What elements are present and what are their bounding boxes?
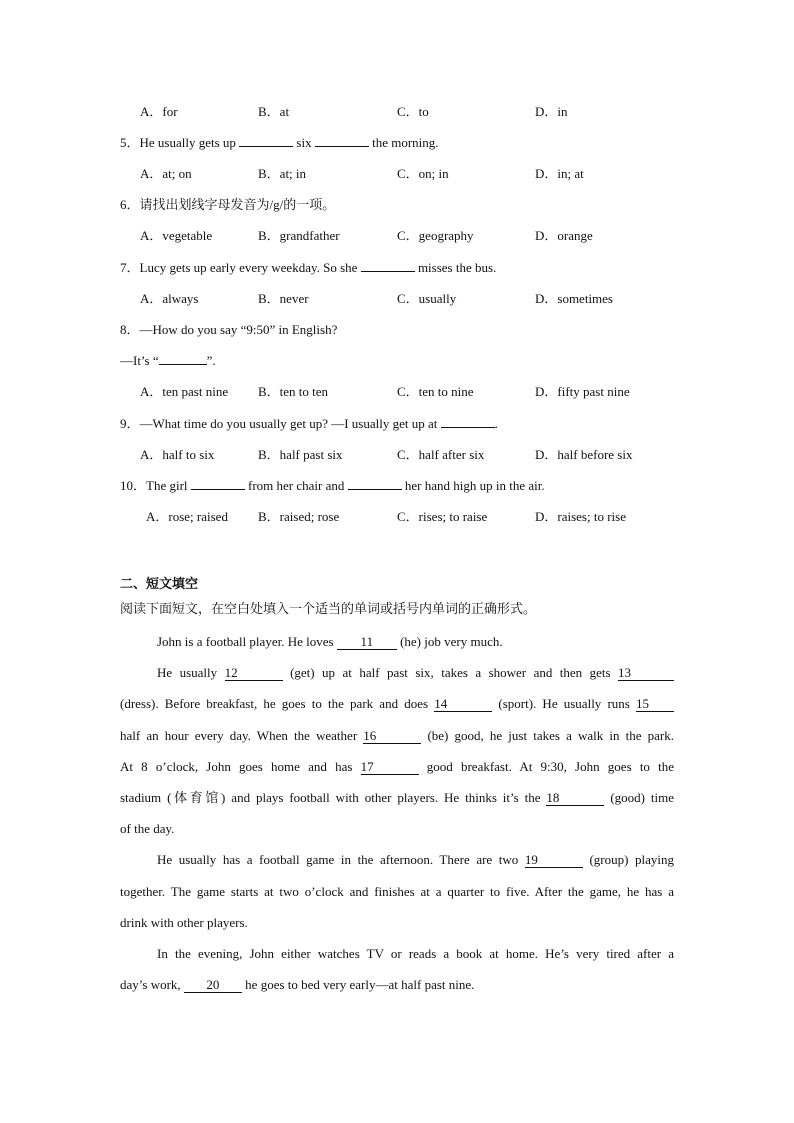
passage-text: (he) job very much. xyxy=(400,634,503,649)
passage-text: half an hour every day. When the weather xyxy=(120,728,358,743)
question-5 xyxy=(120,133,439,153)
passage-p4-line-1: In the evening, John either watches TV or reads a book at home. He’s very tired after a xyxy=(157,946,674,961)
q8-text-1: 8．—How do you say “9:50” in English? xyxy=(120,322,338,337)
passage-text: (sport). He usually runs xyxy=(498,696,630,711)
q6-text: 6．请找出划线字母发音为/g/的一项。 xyxy=(120,197,336,212)
q10-option-b: B．raised; rose xyxy=(258,509,340,524)
q4-option-b: B．at xyxy=(258,104,290,119)
q4-option-a: A．for xyxy=(140,104,178,119)
question-7 xyxy=(120,258,496,278)
q6-options xyxy=(0,226,794,246)
passage-p2-line-3 xyxy=(120,726,674,746)
blank-16: 16 xyxy=(363,729,421,744)
q6-option-c: C．geography xyxy=(397,228,474,243)
passage-text: He usually xyxy=(157,665,218,680)
q10-option-c: C．rises; to raise xyxy=(397,509,488,524)
blank-12: 12 xyxy=(225,666,283,681)
q8-option-d: D．fifty past nine xyxy=(535,384,630,399)
question-6 xyxy=(120,195,335,215)
q5-option-c: C．on; in xyxy=(397,166,449,181)
q9-option-d: D．half before six xyxy=(535,447,633,462)
q5-text-1: He usually gets up xyxy=(139,135,236,150)
q4-option-c: C．to xyxy=(397,104,429,119)
passage-p3-line-2: together. The game starts at two o’clock and finishes at a quarter to five. After the game, he has a xyxy=(120,884,674,899)
q7-option-c: C．usually xyxy=(397,291,457,306)
passage-text: (dress). Before breakfast, he goes to the park and does xyxy=(120,696,429,711)
passage-text: (group) playing xyxy=(589,852,675,867)
q10-text-3: her hand high up in the air. xyxy=(404,478,545,493)
q8-option-b: B．ten to ten xyxy=(258,384,329,399)
passage-p4-line-2 xyxy=(120,975,674,995)
q7-number: 7． xyxy=(120,260,140,275)
q9-text-1: 9．—What time do you usually get up? —I usually get up at xyxy=(120,416,438,431)
q10-blank-1 xyxy=(191,477,245,490)
q5-number: 5． xyxy=(120,135,140,150)
q10-option-d: D．raises; to rise xyxy=(535,509,626,524)
passage-text: He usually has a football game in the afternoon. There are two xyxy=(157,852,519,867)
q9-blank xyxy=(441,415,495,428)
q9-option-b: B．half past six xyxy=(258,447,343,462)
passage-text: At 8 o’clock, John goes home and has xyxy=(120,759,353,774)
q10-text-1: 10．The girl xyxy=(120,478,188,493)
q5-options xyxy=(0,164,794,184)
q6-option-a: A．vegetable xyxy=(140,228,213,243)
passage-p2-line-1 xyxy=(157,663,674,683)
q6-option-d: D．orange xyxy=(535,228,593,243)
question-10 xyxy=(120,476,545,496)
q9-option-a: A．half to six xyxy=(140,447,215,462)
q5-blank-2 xyxy=(315,134,369,147)
q7-option-a: A．always xyxy=(140,291,199,306)
q10-options xyxy=(0,507,794,527)
q6-option-b: B．grandfather xyxy=(258,228,340,243)
passage-p2-line-5 xyxy=(120,788,674,808)
blank-14: 14 xyxy=(434,697,492,712)
q5-blank-1 xyxy=(239,134,293,147)
blank-11: 11 xyxy=(337,635,397,650)
q7-text-2: misses the bus. xyxy=(417,260,497,275)
section-instruction: 阅读下面短文，在空白处填入一个适当的单词或括号内单词的正确形式。 xyxy=(120,602,537,617)
q7-option-d: D．sometimes xyxy=(535,291,613,306)
q5-text-2: six xyxy=(296,135,312,150)
q10-option-a: A．rose; raised xyxy=(146,509,228,524)
passage-text: John is a football player. He loves xyxy=(157,634,334,649)
blank-17: 17 xyxy=(361,760,419,775)
passage-text: (good) time xyxy=(610,790,675,805)
q5-option-a: A．at; on xyxy=(140,166,192,181)
passage-p2-line-4 xyxy=(120,757,674,777)
passage-text: (be) good, he just takes a walk in the park. xyxy=(427,728,675,743)
q7-blank xyxy=(361,259,415,272)
passage-text: good breakfast. At 9:30, John goes to the xyxy=(426,759,674,774)
question-8-line-2 xyxy=(120,351,216,371)
q4-option-d: D．in xyxy=(535,104,568,119)
q8-option-a: A．ten past nine xyxy=(140,384,229,399)
passage-p1 xyxy=(157,632,674,652)
passage-text: stadium (体育馆) and plays football with other players. He thinks it’s the xyxy=(120,790,541,805)
q7-option-b: B．never xyxy=(258,291,309,306)
passage-p3-line-3: drink with other players. xyxy=(120,915,248,930)
blank-20: 20 xyxy=(184,978,242,993)
passage-text: he goes to bed very early—at half past nine. xyxy=(245,977,475,992)
q9-option-c: C．half after six xyxy=(397,447,485,462)
passage-p3-line-1 xyxy=(157,850,674,870)
passage-p2-line-6: of the day. xyxy=(120,821,175,836)
q9-text-2: . xyxy=(494,416,498,431)
q10-blank-2 xyxy=(348,477,402,490)
passage-p2-line-2 xyxy=(120,694,674,714)
blank-13: 13 xyxy=(618,666,674,681)
q8-text-2b: ”. xyxy=(206,353,216,368)
passage-text: (get) up at half past six, takes a shower and then gets xyxy=(290,665,611,680)
q8-text-2a: —It’s “ xyxy=(120,353,159,368)
q5-text-3: the morning. xyxy=(372,135,439,150)
q8-options xyxy=(0,382,794,402)
q5-option-b: B．at; in xyxy=(258,166,307,181)
q7-options xyxy=(0,289,794,309)
q8-blank xyxy=(159,352,207,365)
blank-19: 19 xyxy=(525,853,583,868)
section-heading: 二、短文填空 xyxy=(120,577,199,592)
q4-options xyxy=(0,102,794,122)
blank-15: 15 xyxy=(636,697,674,712)
blank-18: 18 xyxy=(546,791,604,806)
passage-text: day’s work, xyxy=(120,977,181,992)
q8-option-c: C．ten to nine xyxy=(397,384,474,399)
q5-option-d: D．in; at xyxy=(535,166,584,181)
q7-text-1: Lucy gets up early every weekday. So she xyxy=(139,260,358,275)
q10-text-2: from her chair and xyxy=(248,478,345,493)
question-8-line-1 xyxy=(120,320,337,340)
q9-options xyxy=(0,445,794,465)
question-9 xyxy=(120,414,498,434)
